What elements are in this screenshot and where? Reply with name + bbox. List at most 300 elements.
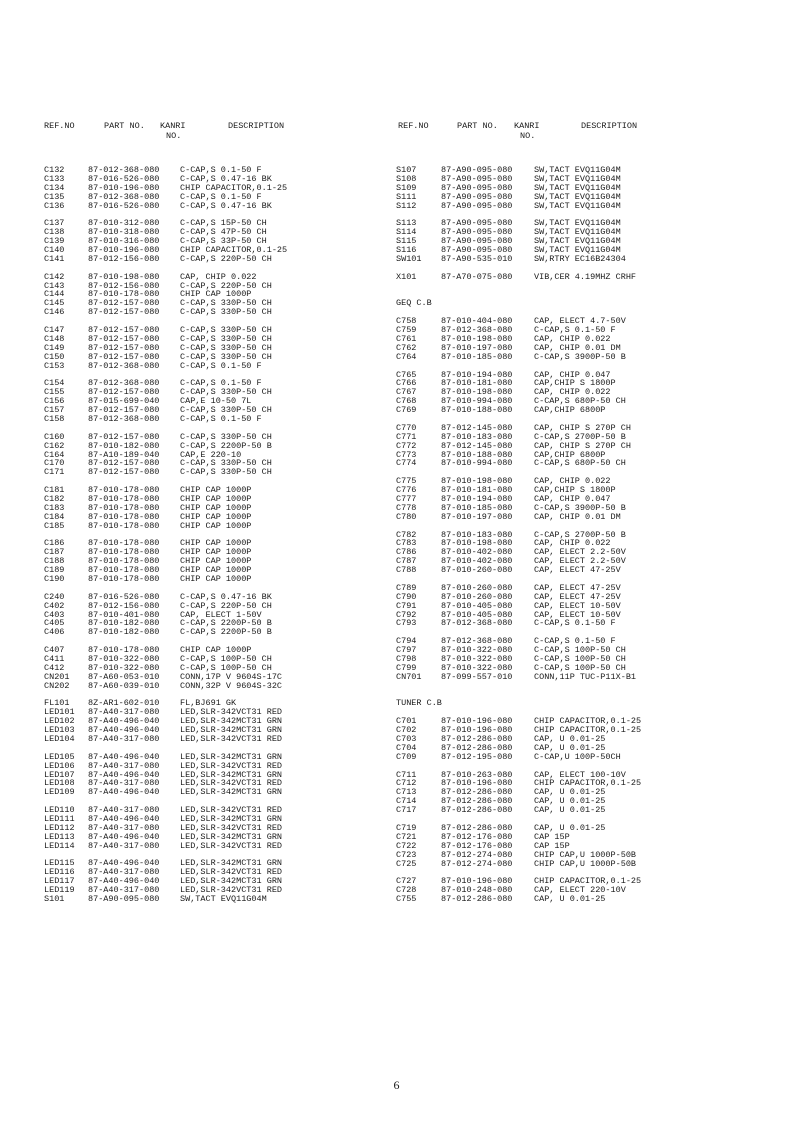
- description: C-CAP,S 2200P-50 B: [180, 627, 272, 638]
- part-no: 87-012-195-080: [441, 751, 513, 762]
- ref-no: C764: [396, 351, 417, 362]
- ref-no: C770: [396, 422, 417, 433]
- ref-no: C722: [396, 840, 417, 851]
- ref-no: LED117: [44, 876, 75, 887]
- ref-no: C187: [44, 547, 65, 558]
- part-no: 87-016-526-080: [88, 591, 160, 602]
- description: C-CAP,S 330P-50 CH: [180, 387, 272, 398]
- description: CAP, CHIP S 270P CH: [534, 440, 631, 451]
- description: CHIP CAP 1000P: [180, 493, 252, 504]
- ref-no: C772: [396, 440, 417, 451]
- part-no: 87-012-157-080: [88, 431, 160, 442]
- ref-no: C148: [44, 333, 65, 344]
- ref-no: C183: [44, 502, 65, 513]
- description: CHIP CAP,U 1000P-50B: [534, 858, 637, 869]
- ref-no: LED107: [44, 769, 75, 780]
- description: C-CAP,S 100P-50 CH: [180, 662, 272, 673]
- description: LED,SLR-342VCT31 RED: [180, 734, 283, 744]
- part-no: 87-010-182-080: [88, 627, 160, 638]
- description: CHIP CAP 1000P: [180, 573, 252, 584]
- description: C-CAP,S 2200P-50 B: [180, 440, 272, 451]
- description: CAP, U 0.01-25: [534, 787, 606, 798]
- description: LED,SLR-342MCT31 GRN: [180, 787, 283, 798]
- description: SW,TACT EVQ11G04M: [534, 200, 621, 211]
- description: FL,BJ691 GK: [180, 698, 237, 709]
- description: CAP, U 0.01-25: [534, 805, 606, 816]
- part-no: 87-A90-095-080: [88, 894, 160, 905]
- description: CAP, U 0.01-25: [534, 822, 606, 833]
- part-no: 87-010-181-080: [441, 485, 513, 496]
- part-no: 87-012-157-080: [88, 387, 160, 398]
- part-no: 87-010-263-080: [441, 769, 513, 780]
- header-kanri: KANRI: [160, 121, 186, 131]
- ref-no: LED103: [44, 725, 75, 736]
- description: CAP, ELECT 47-25V: [534, 591, 621, 602]
- description: CAP, CHIP 0.01 DM: [534, 342, 621, 353]
- part-no: 87-012-286-080: [441, 894, 513, 905]
- part-row: [44, 362, 384, 371]
- ref-no: C137: [44, 218, 65, 229]
- part-no: 87-012-157-080: [88, 307, 160, 318]
- ref-no: C767: [396, 387, 417, 398]
- header-kanri-no: NO.: [520, 131, 536, 141]
- description: CAP, CHIP 0.01 DM: [534, 511, 621, 522]
- part-row: [396, 406, 776, 415]
- part-no: 87-010-178-080: [88, 538, 160, 549]
- ref-no: C797: [396, 645, 417, 656]
- ref-no: C132: [44, 165, 65, 175]
- part-no: 87-A40-317-080: [88, 707, 160, 718]
- part-no: 87-010-401-080: [88, 609, 160, 620]
- ref-no: C794: [396, 636, 417, 647]
- part-no: 87-A90-095-080: [441, 245, 513, 256]
- ref-no: C758: [396, 316, 417, 327]
- description: CHIP CAPACITOR,0.1-25: [534, 725, 642, 736]
- ref-no: C717: [396, 805, 417, 816]
- part-no: 87-010-402-080: [441, 547, 513, 558]
- description: C-CAP,S 330P-50 CH: [180, 298, 272, 309]
- description: CAP 15P: [534, 840, 570, 851]
- ref-no: C149: [44, 342, 65, 353]
- part-no: 87-A40-496-040: [88, 787, 160, 798]
- ref-no: C146: [44, 307, 65, 318]
- ref-no: C188: [44, 556, 65, 567]
- section-heading: TUNER C.B: [396, 698, 442, 709]
- ref-no: C189: [44, 565, 65, 576]
- part-no: 87-010-178-080: [88, 485, 160, 496]
- part-no: 87-012-157-080: [88, 351, 160, 362]
- ref-no: C702: [396, 725, 417, 736]
- part-row: [396, 353, 776, 362]
- part-no: 87-012-156-080: [88, 280, 160, 291]
- ref-no: S114: [396, 227, 417, 238]
- ref-no: FL101: [44, 698, 70, 709]
- part-no: 87-010-185-080: [441, 351, 513, 362]
- part-row: [44, 308, 384, 317]
- ref-no: LED101: [44, 707, 75, 718]
- part-row: [44, 202, 384, 211]
- description: LED,SLR-342VCT31 RED: [180, 867, 283, 878]
- part-no: 87-016-526-080: [88, 173, 160, 184]
- ref-no: C775: [396, 476, 417, 487]
- part-no: 87-010-198-080: [88, 271, 160, 282]
- description: CAP,CHIP 6800P: [534, 405, 606, 416]
- part-no: 87-010-178-080: [88, 493, 160, 504]
- description: CHIP CAP 1000P: [180, 645, 252, 656]
- ref-no: C766: [396, 378, 417, 389]
- description: C-CAP,S 330P-50 CH: [180, 342, 272, 353]
- part-no: 87-010-178-080: [88, 556, 160, 567]
- description: C-CAP,S 680P-50 CH: [534, 458, 626, 469]
- description: CAP, CHIP 0.022: [534, 476, 611, 487]
- part-no: 87-012-368-080: [441, 618, 513, 629]
- description: C-CAP,S 0.47-16 BK: [180, 200, 272, 211]
- description: SW,TACT EVQ11G04M: [534, 218, 621, 229]
- part-no: 87-012-176-080: [441, 831, 513, 842]
- ref-no: C138: [44, 227, 65, 238]
- description: C-CAP,S 47P-50 CH: [180, 227, 267, 238]
- description: CAP, CHIP 0.022: [180, 271, 257, 282]
- ref-no: LED102: [44, 716, 75, 727]
- description: C-CAP,U 100P-50CH: [534, 751, 621, 762]
- ref-no: C155: [44, 387, 65, 398]
- header-ref-no: REF.NO: [398, 121, 429, 131]
- part-no: 87-A90-535-010: [441, 253, 513, 264]
- part-no: 87-012-368-080: [441, 636, 513, 647]
- part-no: 87-010-402-080: [441, 556, 513, 567]
- part-no: 87-010-178-080: [88, 520, 160, 531]
- description: SW,TACT EVQ11G04M: [534, 165, 621, 175]
- description: CAP, CHIP 0.047: [534, 369, 611, 380]
- description: C-CAP,S 100P-50 CH: [534, 654, 626, 664]
- part-no: 87-A90-095-080: [441, 236, 513, 247]
- ref-no: C162: [44, 440, 65, 451]
- description: SW,TACT EVQ11G04M: [180, 894, 267, 905]
- description: CAP,E 10-50 7L: [180, 396, 252, 407]
- ref-no: LED105: [44, 751, 75, 762]
- part-no: 87-010-178-080: [88, 289, 160, 300]
- description: LED,SLR-342VCT31 RED: [180, 707, 283, 718]
- part-no: 87-010-196-080: [88, 182, 160, 193]
- description: CAP, U 0.01-25: [534, 894, 606, 905]
- description: C-CAP,S 330P-50 CH: [180, 307, 272, 318]
- description: C-CAP,S 0.1-50 F: [534, 325, 616, 336]
- part-no: 87-010-248-080: [441, 885, 513, 896]
- description: CAP, CHIP 0.022: [534, 387, 611, 398]
- ref-no: C181: [44, 485, 65, 496]
- description: C-CAP,S 330P-50 CH: [180, 405, 272, 416]
- ref-no: C156: [44, 396, 65, 407]
- description: CAP, ELECT 4.7-50V: [534, 316, 626, 327]
- ref-no: C721: [396, 831, 417, 842]
- description: C-CAP,S 100P-50 CH: [534, 662, 626, 673]
- part-no: 87-A40-317-080: [88, 840, 160, 851]
- ref-no: LED108: [44, 778, 75, 789]
- ref-no: C703: [396, 734, 417, 745]
- part-no: 87-010-198-080: [441, 538, 513, 549]
- description: C-CAP,S 3900P-50 B: [534, 502, 626, 513]
- description: LED,SLR-342VCT31 RED: [180, 822, 283, 833]
- description: C-CAP,S 0.1-50 F: [180, 378, 262, 389]
- part-no: 87-010-198-080: [441, 387, 513, 398]
- part-no: 87-010-178-080: [88, 511, 160, 522]
- part-no: 87-010-198-080: [441, 476, 513, 487]
- part-no: 87-010-181-080: [441, 378, 513, 389]
- part-no: 87-012-145-080: [441, 422, 513, 433]
- ref-no: C714: [396, 796, 417, 807]
- part-no: 87-A40-317-080: [88, 734, 160, 744]
- part-no: 87-010-196-080: [441, 876, 513, 887]
- ref-no: C798: [396, 654, 417, 664]
- ref-no: C788: [396, 565, 417, 576]
- description: C-CAP,S 33P-50 CH: [180, 236, 267, 247]
- part-no: 87-A40-317-080: [88, 822, 160, 833]
- part-row: [396, 513, 776, 522]
- description: CONN,32P V 9604S-32C: [180, 680, 283, 691]
- part-no: 87-010-182-080: [88, 440, 160, 451]
- description: SW,TACT EVQ11G04M: [534, 227, 621, 238]
- part-row: [44, 895, 384, 904]
- part-no: 87-A90-095-080: [441, 227, 513, 238]
- part-row: [396, 895, 776, 904]
- description: CHIP CAP 1000P: [180, 511, 252, 522]
- part-no: 87-A40-317-080: [88, 778, 160, 789]
- ref-no: S115: [396, 236, 417, 247]
- ref-no: C240: [44, 591, 65, 602]
- part-row: [44, 735, 384, 744]
- description: LED,SLR-342MCT31 GRN: [180, 831, 283, 842]
- ref-no: C778: [396, 502, 417, 513]
- description: C-CAP,S 0.1-50 F: [534, 636, 616, 647]
- part-no: 87-A90-095-080: [441, 182, 513, 193]
- section-heading: GEQ C.B: [396, 298, 432, 309]
- part-no: 87-A90-095-080: [441, 165, 513, 175]
- part-no: 87-010-322-080: [88, 653, 160, 664]
- ref-no: C147: [44, 325, 65, 336]
- ref-no: C402: [44, 600, 65, 611]
- part-no: 87-012-368-080: [88, 413, 160, 424]
- description: LED,SLR-342VCT31 RED: [180, 778, 283, 789]
- description: C-CAP,S 330P-50 CH: [180, 351, 272, 362]
- ref-no: CN201: [44, 671, 70, 682]
- ref-no: C783: [396, 538, 417, 549]
- part-no: 87-010-318-080: [88, 227, 160, 238]
- description: CAP,CHIP S 1800P: [534, 485, 616, 496]
- header-part-no: PART NO.: [104, 121, 145, 131]
- part-no: 87-A60-039-010: [88, 680, 160, 691]
- description: CHIP CAP 1000P: [180, 538, 252, 549]
- part-row: [44, 255, 384, 264]
- part-row: [396, 806, 776, 815]
- part-no: 87-012-368-080: [441, 325, 513, 336]
- part-no: 87-010-188-080: [441, 405, 513, 416]
- ref-no: C777: [396, 493, 417, 504]
- ref-no: C711: [396, 769, 417, 780]
- part-no: 87-012-157-080: [88, 342, 160, 353]
- ref-no: C412: [44, 662, 65, 673]
- part-no: 87-012-368-080: [88, 378, 160, 389]
- description: LED,SLR-342VCT31 RED: [180, 760, 283, 771]
- left-parts-column: [44, 166, 384, 904]
- ref-no: C407: [44, 645, 65, 656]
- description: CHIP CAPACITOR,0.1-25: [534, 876, 642, 887]
- ref-no: LED112: [44, 822, 75, 833]
- right-parts-column: [396, 166, 776, 904]
- description: C-CAP,S 330P-50 CH: [180, 325, 272, 336]
- ref-no: C787: [396, 556, 417, 567]
- part-no: 87-010-197-080: [441, 342, 513, 353]
- part-no: 87-A40-496-040: [88, 858, 160, 869]
- part-row: [44, 468, 384, 477]
- ref-no: C157: [44, 405, 65, 416]
- part-row: [396, 860, 776, 869]
- part-no: 87-A60-053-010: [88, 671, 160, 682]
- description: LED,SLR-342VCT31 RED: [180, 805, 283, 816]
- description: CAP,CHIP S 1800P: [534, 378, 616, 389]
- description: CAP, ELECT 2.2-50V: [534, 547, 626, 558]
- ref-no: C406: [44, 627, 65, 638]
- ref-no: C154: [44, 378, 65, 389]
- part-row: [44, 628, 384, 637]
- part-no: 87-010-197-080: [441, 511, 513, 522]
- part-row: [44, 842, 384, 851]
- description: CAP, U 0.01-25: [534, 796, 606, 807]
- description: CHIP CAP 1000P: [180, 547, 252, 558]
- part-no: 87-016-526-080: [88, 200, 160, 211]
- ref-no: C799: [396, 662, 417, 673]
- part-row: [396, 255, 776, 264]
- description: CHIP CAPACITOR,0.1-25: [534, 716, 642, 727]
- ref-no: C773: [396, 449, 417, 460]
- part-no: 87-A40-496-040: [88, 876, 160, 887]
- part-row: [396, 202, 776, 211]
- description: C-CAP,S 15P-50 CH: [180, 218, 267, 229]
- header-kanri-no: NO.: [166, 131, 182, 141]
- description: C-CAP,S 0.47-16 BK: [180, 173, 272, 184]
- ref-no: C786: [396, 547, 417, 558]
- part-no: 87-010-405-080: [441, 609, 513, 620]
- description: C-CAP,S 330P-50 CH: [180, 458, 272, 469]
- part-no: 87-010-183-080: [441, 431, 513, 442]
- header-ref-no: REF.NO: [44, 121, 75, 131]
- part-no: 87-012-286-080: [441, 796, 513, 807]
- part-no: 87-A40-496-040: [88, 769, 160, 780]
- ref-no: S111: [396, 191, 417, 202]
- description: C-CAP,S 2200P-50 B: [180, 618, 272, 629]
- part-no: 87-A40-496-040: [88, 716, 160, 727]
- ref-no: C139: [44, 236, 65, 247]
- ref-no: C790: [396, 591, 417, 602]
- ref-no: LED114: [44, 840, 75, 851]
- header-kanri: KANRI: [514, 121, 540, 131]
- ref-no: C164: [44, 449, 65, 460]
- part-no: 87-010-185-080: [441, 502, 513, 513]
- part-no: 87-010-178-080: [88, 645, 160, 656]
- part-row: [44, 682, 384, 691]
- ref-no: S108: [396, 173, 417, 184]
- description: CAP, U 0.01-25: [534, 734, 606, 745]
- description: C-CAP,S 100P-50 CH: [534, 645, 626, 656]
- part-no: 87-012-157-080: [88, 298, 160, 309]
- description: CONN,11P TUC-P11X-B1: [534, 671, 637, 682]
- part-no: 87-012-368-080: [88, 165, 160, 175]
- ref-no: S113: [396, 218, 417, 229]
- ref-no: C776: [396, 485, 417, 496]
- part-no: 87-010-994-080: [441, 458, 513, 469]
- description: C-CAP,S 3900P-50 B: [534, 351, 626, 362]
- part-no: 87-010-322-080: [441, 645, 513, 656]
- description: C-CAP,S 330P-50 CH: [180, 431, 272, 442]
- ref-no: S109: [396, 182, 417, 193]
- part-no: 87-012-368-080: [88, 191, 160, 202]
- page-number: 6: [393, 1078, 400, 1092]
- ref-no: C759: [396, 325, 417, 336]
- part-no: 87-012-368-080: [88, 360, 160, 371]
- description: CAP, CHIP 0.047: [534, 493, 611, 504]
- ref-no: C723: [396, 849, 417, 860]
- description: C-CAP,S 0.1-50 F: [180, 165, 262, 175]
- description: CAP, ELECT 47-25V: [534, 565, 621, 576]
- part-no: 87-010-260-080: [441, 591, 513, 602]
- ref-no: C158: [44, 413, 65, 424]
- description: CHIP CAP 1000P: [180, 502, 252, 513]
- part-no: 87-012-286-080: [441, 742, 513, 753]
- ref-no: C153: [44, 360, 65, 371]
- part-row: [44, 415, 384, 424]
- description: C-CAP,S 0.1-50 F: [180, 360, 262, 371]
- ref-no: LED115: [44, 858, 75, 869]
- description: CHIP CAPACITOR,0.1-25: [180, 182, 288, 193]
- part-no: 87-A40-496-040: [88, 831, 160, 842]
- ref-no: C182: [44, 493, 65, 504]
- part-row: [396, 753, 776, 762]
- ref-no: C144: [44, 289, 65, 300]
- part-no: 87-010-182-080: [88, 618, 160, 629]
- part-no: 87-A70-075-080: [441, 271, 513, 282]
- part-no: 87-010-183-080: [441, 529, 513, 540]
- description: SW,TACT EVQ11G04M: [534, 173, 621, 184]
- ref-no: C403: [44, 609, 65, 620]
- part-no: 87-012-286-080: [441, 787, 513, 798]
- ref-no: C134: [44, 182, 65, 193]
- part-no: 87-012-145-080: [441, 440, 513, 451]
- ref-no: C704: [396, 742, 417, 753]
- ref-no: C713: [396, 787, 417, 798]
- header-description: DESCRIPTION: [581, 121, 638, 131]
- description: C-CAP,S 220P-50 CH: [180, 253, 272, 264]
- ref-no: C160: [44, 431, 65, 442]
- ref-no: S112: [396, 200, 417, 211]
- description: CAP, ELECT 100-10V: [534, 769, 626, 780]
- description: CAP, ELECT 10-50V: [534, 600, 621, 611]
- part-no: 87-010-312-080: [88, 218, 160, 229]
- description: CAP, CHIP 0.022: [534, 333, 611, 344]
- part-no: 87-012-156-080: [88, 253, 160, 264]
- description: C-CAP,S 680P-50 CH: [534, 396, 626, 407]
- part-no: 87-012-156-080: [88, 600, 160, 611]
- ref-no: LED104: [44, 734, 75, 744]
- part-row: [44, 575, 384, 584]
- part-no: 87-010-188-080: [441, 449, 513, 460]
- ref-no: LED113: [44, 831, 75, 842]
- part-row: [396, 673, 776, 682]
- description: CHIP CAP 1000P: [180, 565, 252, 576]
- part-no: 87-A40-317-080: [88, 867, 160, 878]
- part-no: 87-A90-095-080: [441, 218, 513, 229]
- description: CAP, ELECT 1-50V: [180, 609, 262, 620]
- ref-no: C135: [44, 191, 65, 202]
- part-no: 87-010-196-080: [88, 245, 160, 256]
